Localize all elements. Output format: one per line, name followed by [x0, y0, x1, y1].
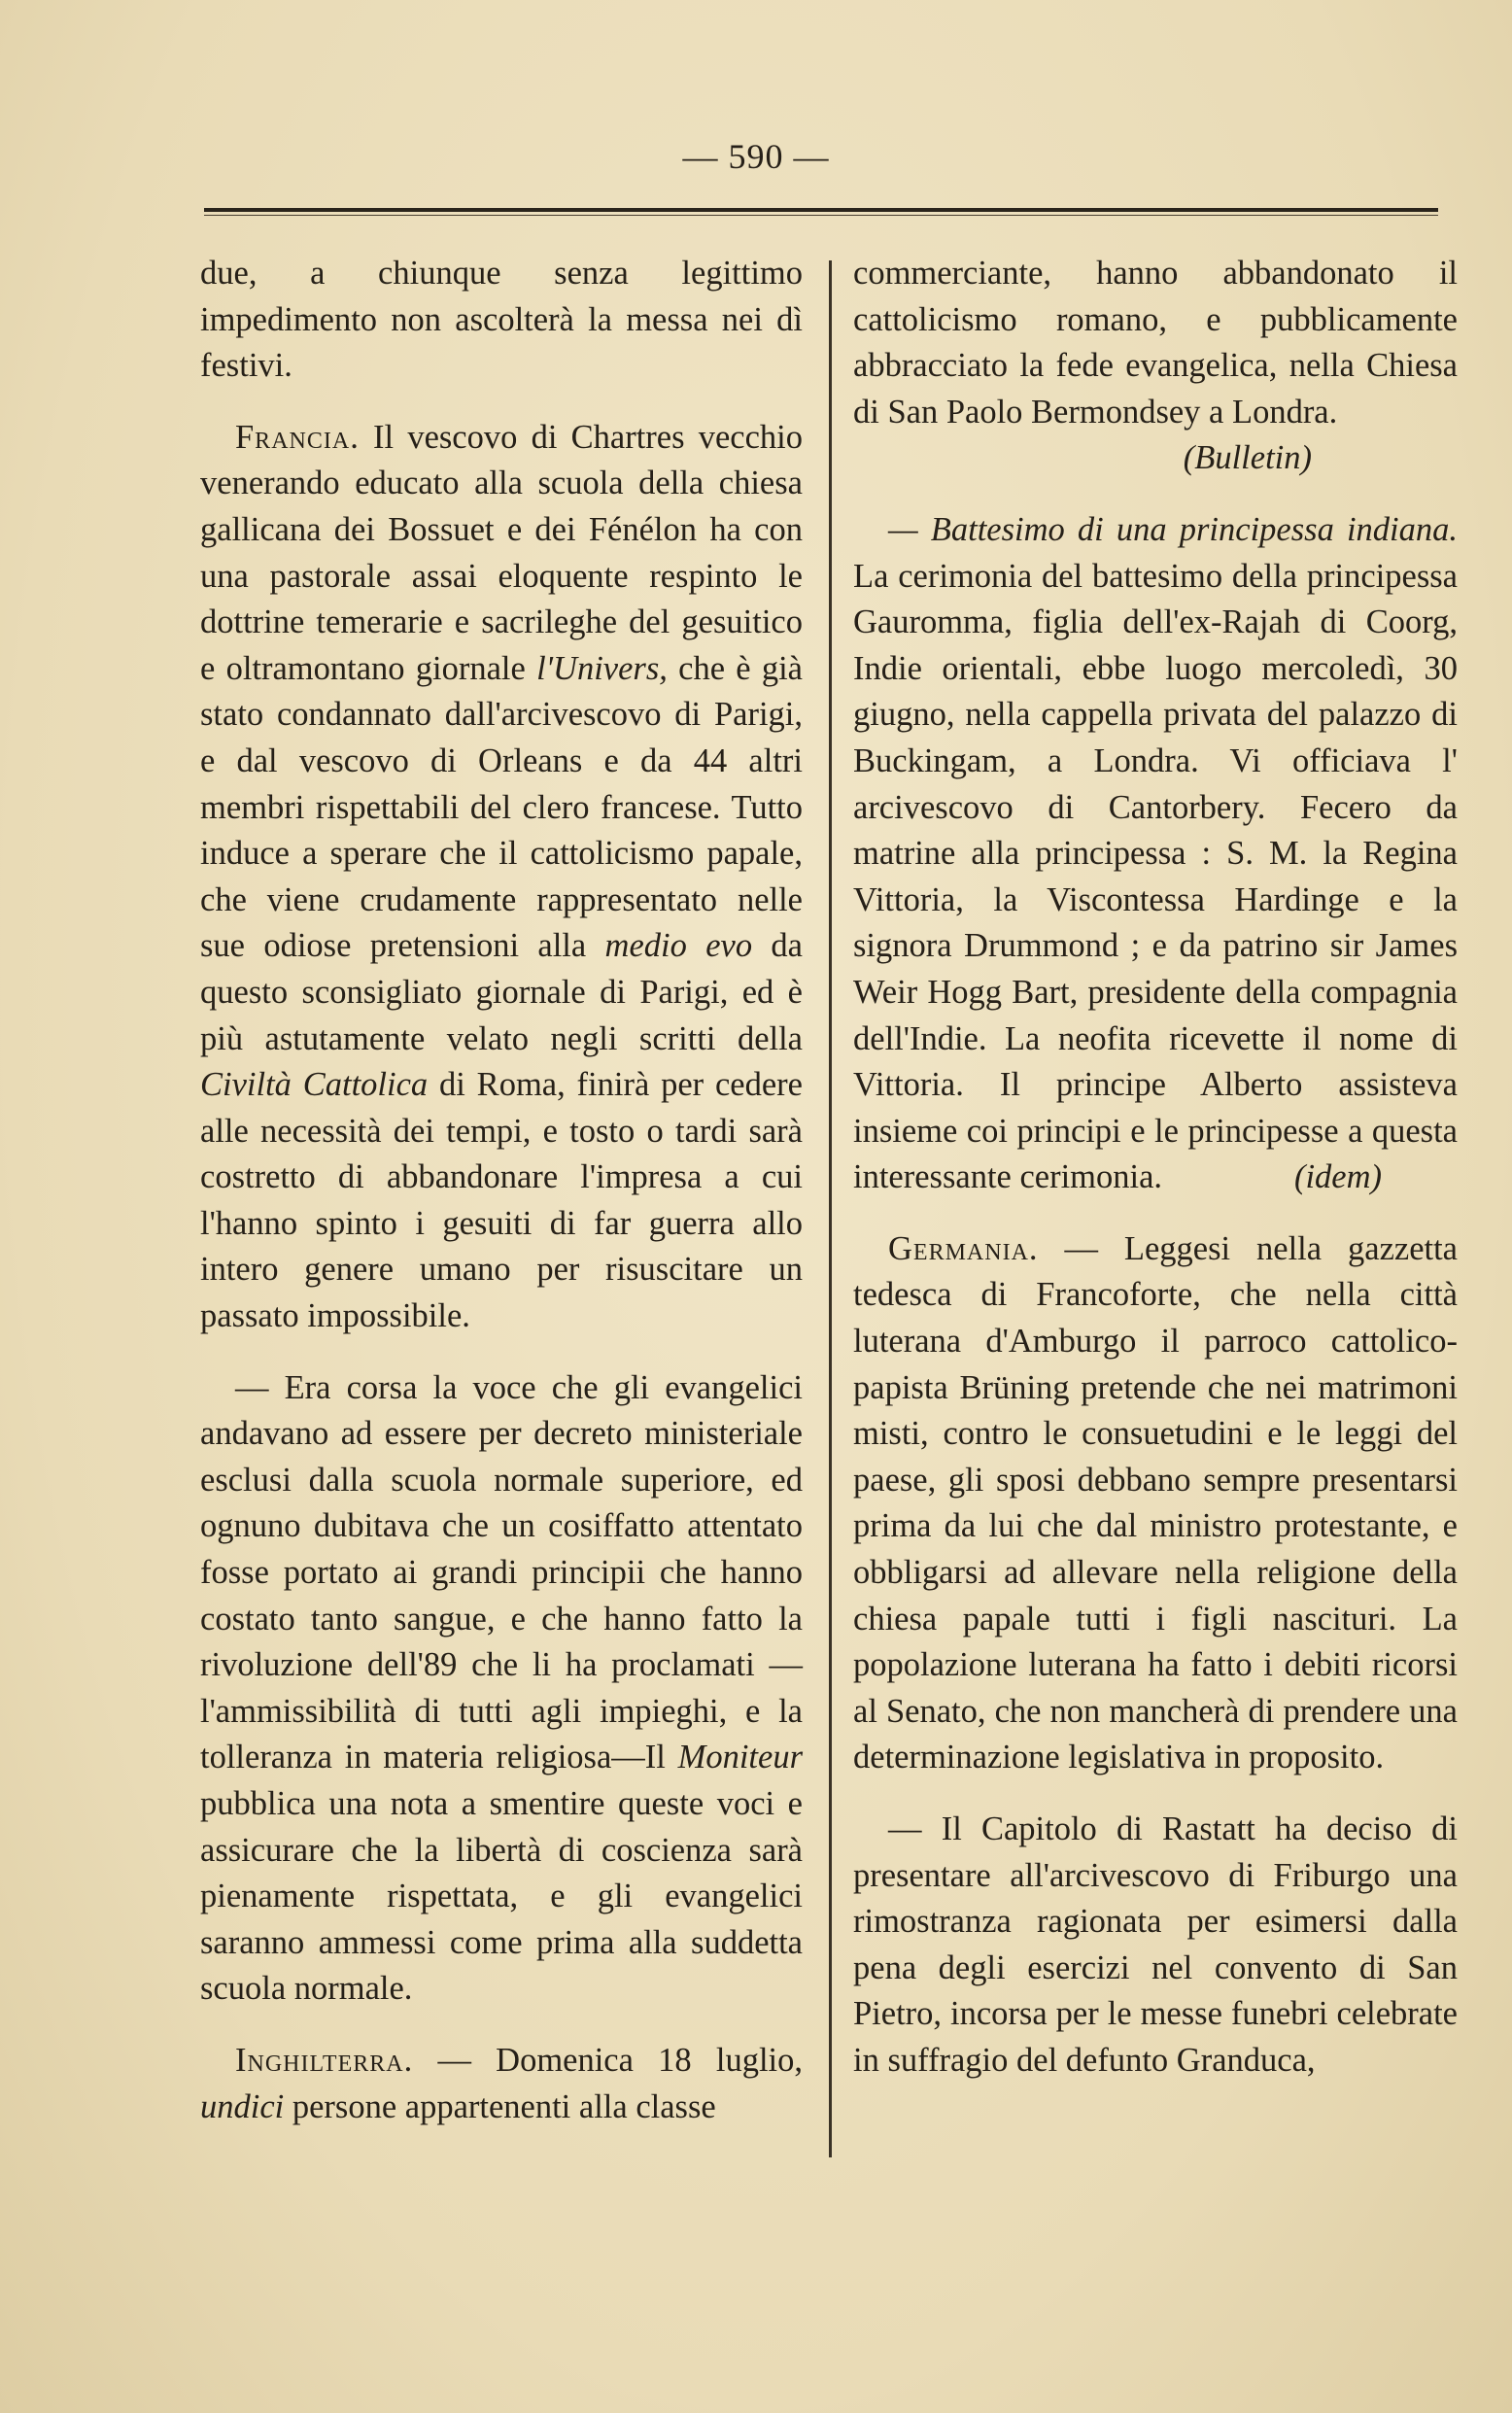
section-label-germania: Germania.	[888, 1229, 1039, 1267]
paragraph-francia: Francia. Il vescovo di Chartres vecchio venerando educato alla scuola della chiesa gallicana dei Bossuet e dei Fénélon ha con una pastorale assai eloquente respinto le dottrine temerarie e sacrileghe del gesuitico e oltramontano giornale l'Univers, che è già stato condannato dall'arcivescovo di Parigi, e dal vescovo di Orleans e da 44 altri membri rispettabili del clero francese. Tutto induce a sperare che il cattolicismo papale, che viene crudamente rappresentato nelle sue odiose pretensioni alla medio evo da questo sconsigliato giornale di Parigi, ed è più astutamente velato negli scritti della Civiltà Cattolica di Roma, finirà per cedere alle necessità dei tempi, e tosto o tardi sarà costretto di abbandonare l'impresa a cui l'hanno spinto i gesuiti di far guerra allo intero genere umano per risuscitare un passato impossibile.	[200, 418, 803, 1335]
article-title: — Battesimo di una principessa indiana.	[888, 510, 1458, 548]
paragraph-continuation: due, a chiunque senza legittimo impedimento non ascolterà la messa nei dì festivi.	[200, 255, 803, 385]
header-rule	[204, 208, 1438, 216]
section-label-inghilterra: Inghilterra.	[235, 2041, 414, 2079]
paragraph-bermondsey: commerciante, hanno abbandonato il cattolicismo romano, e pubblicamente abbracciato la fede evangelica, nella Chiesa di San Paolo Bermondsey a Londra. (Bulletin)	[853, 251, 1458, 482]
source-citation: (idem)	[1293, 1158, 1382, 1196]
paragraph-inghilterra: Inghilterra. — Domenica 18 luglio, undici persone appartenenti alla classe	[200, 2041, 803, 2125]
section-label-francia: Francia.	[235, 418, 360, 456]
column-divider	[829, 260, 832, 2157]
paragraph-germania: Germania. — Leggesi nella gazzetta tedesca di Francoforte, che nella città luterana d'Amburgo il parroco cattolico-papista Brüning pretende che nei matrimoni misti, contro le consuetudini e le leggi del paese, gli sposi debbano sempre presentarsi prima da lui che dal ministro protestante, e obbligarsi ad allevare nella religione della chiesa papale tutti i figli nascituri. La popolazione luterana ha fatto i debiti ricorsi al Senato, che non mancherà di prendere una determinazione legislativa in proposito.	[853, 1229, 1458, 1776]
left-column	[200, 251, 803, 2130]
page-number: — 590 —	[682, 137, 830, 176]
source-citation: (Bulletin)	[1183, 439, 1312, 477]
paragraph-rastatt: — Il Capitolo di Rastatt ha deciso di presentare all'arcivescovo di Friburgo una rimostranza ragionata per esimersi dalla pena degli esercizi nel convento di San Pietro, incorsa per le messe funebri celebrate in suffragio del defunto Granduca,	[853, 1810, 1458, 2079]
right-column	[853, 251, 1458, 2085]
paragraph-battesimo: — Battesimo di una principessa indiana. La cerimonia del battesimo della principessa Gauromma, figlia dell'ex-Rajah di Coorg, Indie orientali, ebbe luogo mercoledì, 30 giugno, nella cappella privata del palazzo di Buckingam, a Londra. Vi officiava l' arcivescovo di Cantorbery. Fecero da matrine alla principessa : S. M. la Regina Vittoria, la Viscontessa Hardinge e la signora Drummond ; e da patrino sir James Weir Hogg Bart, presidente della compagnia dell'Indie. La neofita ricevette il nome di Vittoria. Il principe Alberto assisteva insieme coi principi e le principesse a questa interessante cerimonia. (idem)	[853, 507, 1458, 1201]
paragraph-evangelici: — Era corsa la voce che gli evangelici andavano ad essere per decreto ministeriale esclusi dalla scuola normale superiore, ed ognuno dubitava che un cosiffatto attentato fosse portato ai grandi principii che hanno costato tanto sangue, e che hanno fatto la rivoluzione dell'89 che li ha proclamati — l'ammissibilità di tutti agli impieghi, e la tolleranza in materia religiosa—Il Moniteur pubblica una nota a smentire queste voci e assicurare che la libertà di coscienza sarà pienamente rispettata, e gli evangelici saranno ammessi come prima alla suddetta scuola normale.	[200, 1368, 803, 2008]
